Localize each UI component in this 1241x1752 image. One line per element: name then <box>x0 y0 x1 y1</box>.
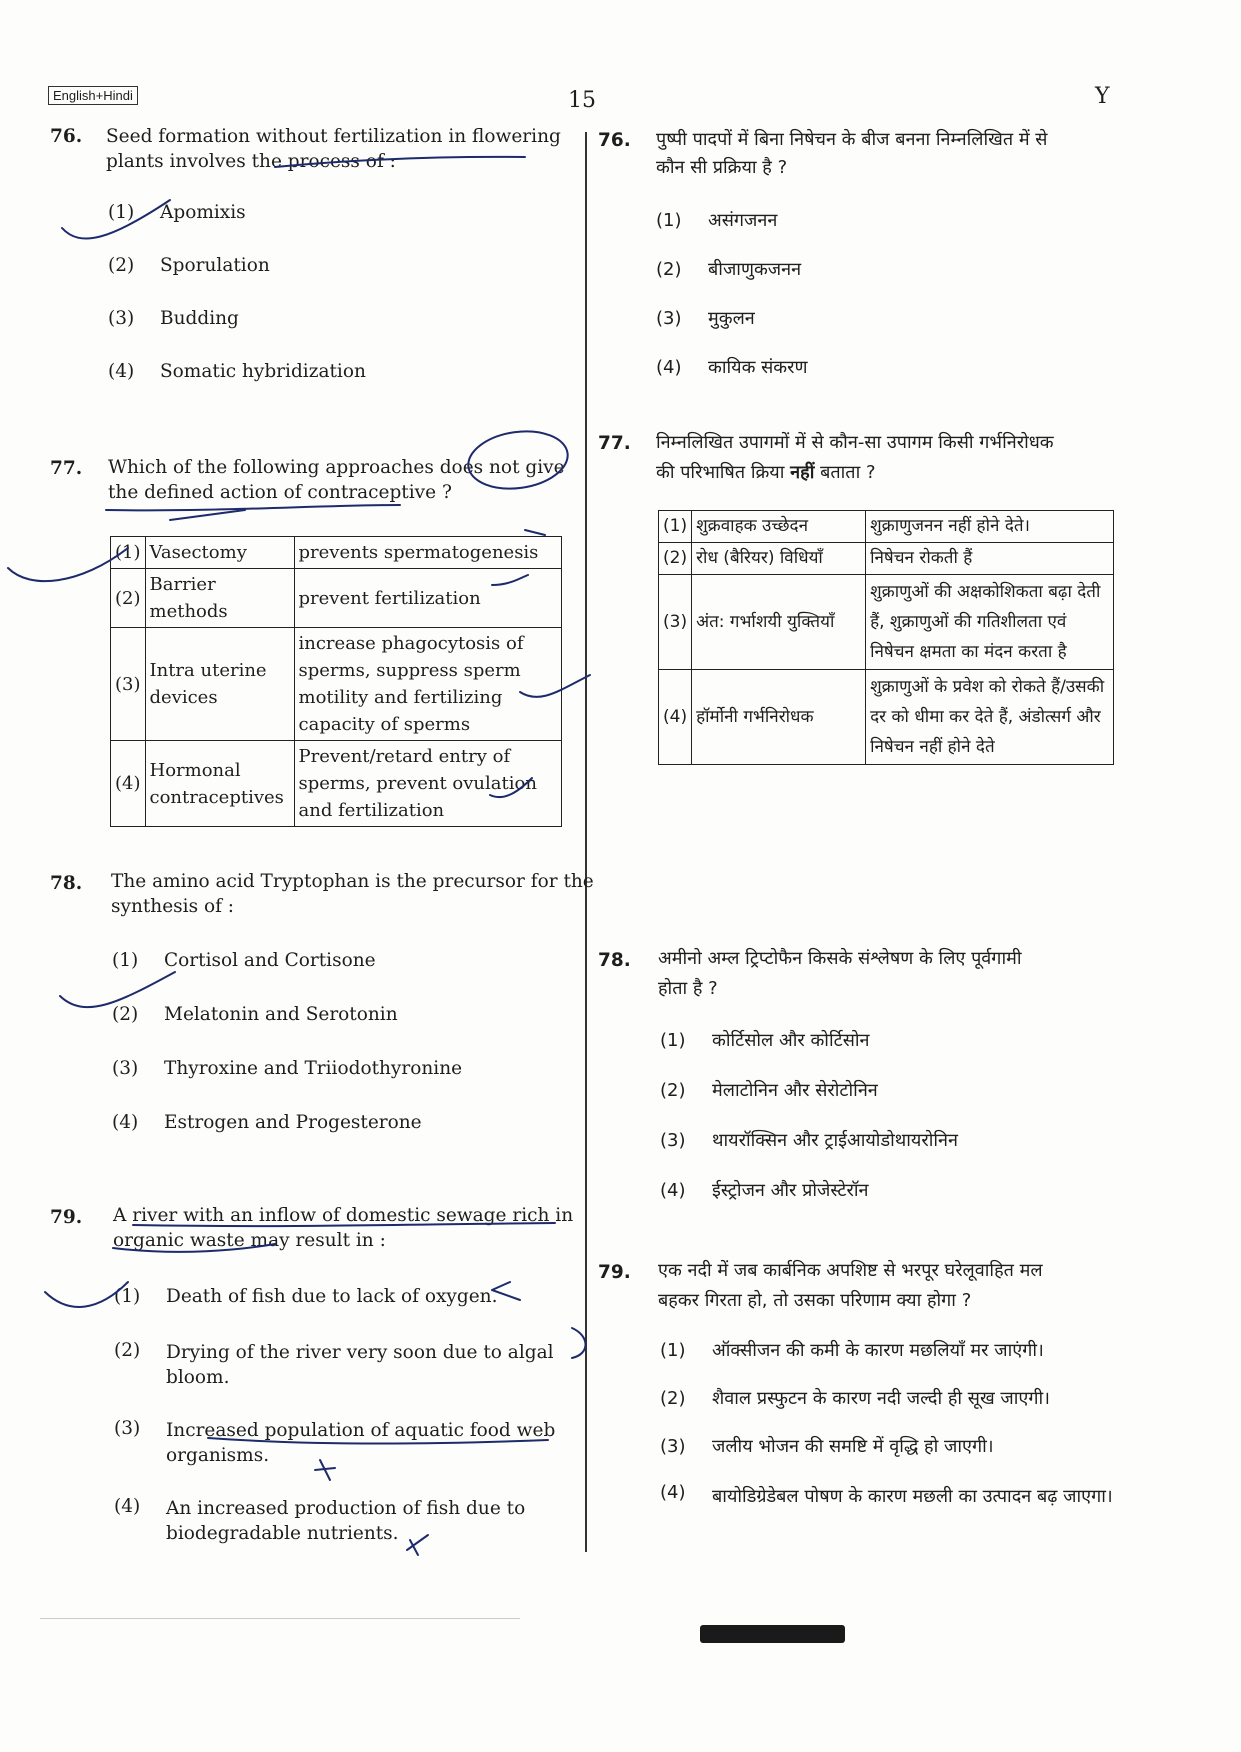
option-4[interactable]: (4) बायोडिग्रेडेबल पोषण के कारण मछली का उत्पादन बढ़ जाएगा। <box>660 1482 1113 1507</box>
option-4[interactable]: (4) ईस्ट्रोजन और प्रोजेस्टेरॉन <box>660 1180 869 1201</box>
option-1[interactable]: (1) Apomixis <box>108 202 246 223</box>
question-number: 78. <box>50 873 83 894</box>
question-number: 76. <box>50 126 83 147</box>
option-4[interactable]: (4) Somatic hybridization <box>108 361 366 382</box>
option-1[interactable]: (1) ऑक्सीजन की कमी के कारण मछलियाँ मर जाएंगी। <box>660 1340 1044 1361</box>
question-number: 79. <box>598 1262 631 1283</box>
strike-mark <box>525 530 545 535</box>
question-text: The amino acid Tryptophan is the precursor for the synthesis of : <box>111 871 594 917</box>
question-number: 78. <box>598 950 631 971</box>
page-number: 15 <box>568 88 596 113</box>
option-3[interactable]: (3) Thyroxine and Triiodothyronine <box>112 1058 463 1079</box>
table-row: (4) Hormonal contraceptives Prevent/retard entry of sperms, prevent ovulation and fertilization <box>111 741 562 827</box>
table-row: (4) हॉर्मोनी गर्भनिरोधक शुक्राणुओं के प्रवेश को रोकते हैं/उसकी दर को धीमा कर देते हैं, अंडोत्सर्ग और निषेचन नहीं होने देते <box>659 670 1114 765</box>
option-2[interactable]: (2) Sporulation <box>108 255 270 276</box>
language-tag: English+Hindi <box>48 86 138 105</box>
option-3[interactable]: (3) Budding <box>108 308 239 329</box>
question-text: A river with an inflow of domestic sewage rich in organic waste may result in : <box>113 1205 574 1251</box>
question-number: 77. <box>598 433 631 454</box>
question-number: 79. <box>50 1207 83 1228</box>
option-4[interactable]: (4) Estrogen and Progesterone <box>112 1112 422 1133</box>
option-1[interactable]: (1) असंगजनन <box>656 210 778 231</box>
option-4[interactable]: (4) कायिक संकरण <box>656 357 808 378</box>
contraceptive-table-hindi <box>658 510 1114 765</box>
table-row: (2) Barrier methods prevent fertilization <box>111 569 562 628</box>
option-2[interactable]: (2) Melatonin and Serotonin <box>112 1004 398 1025</box>
option-1[interactable]: (1) Death of fish due to lack of oxygen. <box>114 1286 498 1307</box>
option-3[interactable]: (3) थायरॉक्सिन और ट्राईआयोडोथायरोनिन <box>660 1130 958 1151</box>
footer-printer-mark <box>700 1625 845 1643</box>
question-text: पुष्पी पादपों में बिना निषेचन के बीज बनना निम्नलिखित में से कौन सी प्रक्रिया है ? <box>656 129 1048 178</box>
contraceptive-table <box>110 536 562 827</box>
option-3[interactable]: (3) मुकुलन <box>656 308 755 329</box>
set-code: Y <box>1095 84 1110 109</box>
option-1[interactable]: (1) Cortisol and Cortisone <box>112 950 376 971</box>
footer-rule <box>40 1618 520 1619</box>
question-number: 77. <box>50 458 83 479</box>
option-2[interactable]: (2) बीजाणुकजनन <box>656 259 802 280</box>
option-2[interactable]: (2) मेलाटोनिन और सेरोटोनिन <box>660 1080 878 1101</box>
table-row: (2) रोध (बैरियर) विधियाँ निषेचन रोकती हैं <box>659 543 1114 575</box>
bracket-mark <box>572 1328 586 1358</box>
question-text: अमीनो अम्ल ट्रिप्टोफैन किसके संश्लेषण के लिए पूर्वगामी होता है ? <box>658 948 1022 999</box>
option-1[interactable]: (1) कोर्टिसोल और कोर्टिसोन <box>660 1030 870 1051</box>
option-3[interactable]: (3) जलीय भोजन की समष्टि में वृद्धि हो जाएगी। <box>660 1436 994 1457</box>
option-4[interactable]: (4) An increased production of fish due to biodegradable nutrients. <box>114 1496 526 1544</box>
table-row: (1) Vasectomy prevents spermatogenesis <box>111 537 562 569</box>
option-2[interactable]: (2) Drying of the river very soon due to algal bloom. <box>114 1340 554 1388</box>
question-text: एक नदी में जब कार्बनिक अपशिष्ट से भरपूर घरेलूवाहित मल बहकर गिरता हो, तो उसका परिणाम क्या होगा ? <box>658 1260 1043 1311</box>
table-row: (1) शुक्रवाहक उच्छेदन शुक्राणुजनन नहीं होने देते। <box>659 511 1114 543</box>
tick-mark <box>60 972 175 1007</box>
option-3[interactable]: (3) Increased population of aquatic food web organisms. <box>114 1418 556 1466</box>
option-2[interactable]: (2) शैवाल प्रस्फुटन के कारण नदी जल्दी ही सूख जाएगी। <box>660 1388 1051 1409</box>
underline <box>106 505 400 510</box>
question-text: Which of the following approaches does not give the defined action of contraceptive ? <box>108 457 565 503</box>
question-number: 76. <box>598 130 631 151</box>
table-row: (3) Intra uterine devices increase phagocytosis of sperms, suppress sperm motility and fertilizing capacity of sperms <box>111 628 562 741</box>
question-text: Seed formation without fertilization in flowering plants involves the process of : <box>106 126 561 172</box>
column-divider <box>585 132 587 1552</box>
question-text: निम्नलिखित उपागमों में से कौन-सा उपागम किसी गर्भनिरोधक की परिभाषित क्रिया नहीं बताता ? <box>656 432 1054 483</box>
slash-mark <box>170 510 245 520</box>
table-row: (3) अंत: गर्भाशयी युक्तियाँ शुक्राणुओं की अक्षकोशिकता बढ़ा देती हैं, शुक्राणुओं की गतिशीलता एवं निषेचन क्षमता का मंदन करता है <box>659 575 1114 670</box>
